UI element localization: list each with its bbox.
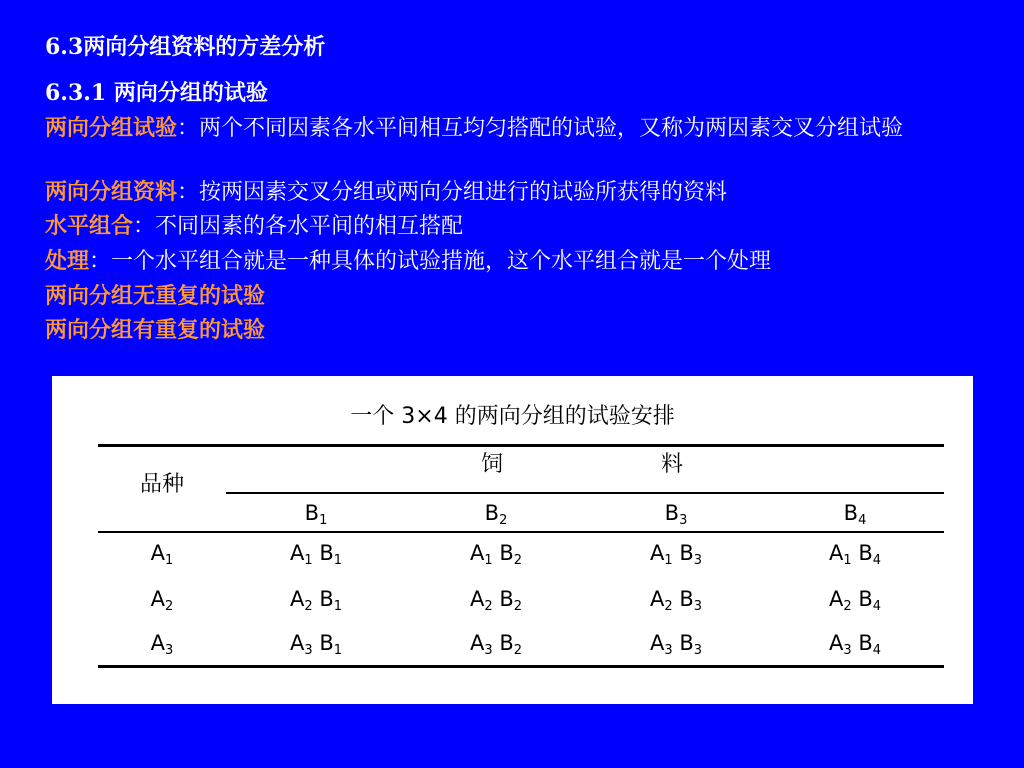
- cell-b-sub: 3: [693, 599, 703, 614]
- term-label: 处理: [45, 248, 90, 274]
- table-cell: [226, 586, 406, 620]
- col-label-b2: [406, 500, 586, 534]
- cell-b: B: [858, 587, 873, 611]
- cell-a-sub: 1: [843, 553, 852, 568]
- definition-two-way-data: [45, 176, 1005, 209]
- col-label-sub: 1: [319, 513, 328, 528]
- col-label-sub: 3: [679, 513, 688, 528]
- term-separator: ：: [177, 116, 200, 141]
- cell-a-sub: 1: [304, 553, 313, 568]
- cell-b-sub: 2: [513, 643, 523, 658]
- table-cell: [406, 630, 586, 664]
- table-cell: [586, 540, 766, 574]
- cell-a: A: [828, 587, 844, 611]
- design-table-image: [52, 376, 973, 704]
- cell-b: B: [858, 631, 873, 655]
- item-without-replication: 两向分组无重复的试验: [45, 283, 266, 309]
- row-label-base: A: [150, 631, 166, 655]
- definition-text: 两个不同因素各水平间相互均匀搭配的试验，又称为两因素交叉分组试验: [199, 116, 904, 141]
- cell-a: A: [469, 631, 485, 655]
- col-label-base: B: [304, 501, 320, 525]
- cell-b-sub: 4: [872, 553, 882, 568]
- cell-a-sub: 3: [484, 643, 493, 658]
- cell-a: A: [289, 631, 305, 655]
- cell-a: A: [289, 587, 305, 611]
- col-label-b1: [226, 500, 406, 534]
- term-separator: ：: [133, 214, 156, 239]
- table-cell: [226, 630, 406, 664]
- col-group-header-feed-2: 料: [660, 452, 683, 477]
- table-cell: [406, 586, 586, 620]
- cell-b: B: [499, 541, 514, 565]
- row-label-sub: 1: [165, 553, 174, 568]
- definition-level-combination: [45, 210, 1005, 243]
- cell-a-sub: 2: [304, 599, 313, 614]
- table-caption: 一个 3×4 的两向分组的试验安排: [350, 404, 675, 429]
- cell-a: A: [649, 541, 665, 565]
- row-label-a1: [98, 540, 226, 574]
- table-cell: [586, 630, 766, 664]
- term-label: 两向分组试验: [45, 115, 178, 141]
- term-separator: ：: [177, 180, 200, 205]
- col-label-sub: 4: [858, 513, 867, 528]
- cell-b-sub: 1: [333, 553, 343, 568]
- cell-b-sub: 4: [872, 643, 882, 658]
- cell-b-sub: 1: [333, 643, 343, 658]
- col-label-base: B: [843, 501, 859, 525]
- definition-text: 一个水平组合就是一种具体的试验措施，这个水平组合就是一个处理: [111, 249, 772, 274]
- row-header-variety: 品种: [139, 472, 184, 497]
- table-cell: [586, 586, 766, 620]
- col-label-sub: 2: [499, 513, 508, 528]
- cell-b: B: [679, 541, 694, 565]
- definition-treatment: [45, 245, 1005, 278]
- table-mid-rule: [226, 492, 944, 494]
- definition-text: 不同因素的各水平间的相互搭配: [155, 214, 464, 239]
- table-cell: [766, 586, 944, 620]
- cell-a-sub: 3: [664, 643, 673, 658]
- cell-b: B: [499, 631, 514, 655]
- cell-b-sub: 4: [872, 599, 882, 614]
- col-label-b4: [766, 500, 944, 534]
- col-label-b3: [586, 500, 766, 534]
- cell-a: A: [649, 587, 665, 611]
- cell-a-sub: 1: [484, 553, 493, 568]
- cell-a: A: [828, 631, 844, 655]
- row-label-sub: 3: [165, 643, 174, 658]
- cell-b: B: [319, 587, 334, 611]
- cell-b-sub: 2: [513, 553, 523, 568]
- col-label-base: B: [664, 501, 680, 525]
- cell-a-sub: 2: [843, 599, 852, 614]
- cell-a: A: [289, 541, 305, 565]
- definition-text: 按两因素交叉分组或两向分组进行的试验所获得的资料: [199, 180, 728, 205]
- cell-b: B: [319, 631, 334, 655]
- table-cell: [766, 540, 944, 574]
- cell-a: A: [469, 587, 485, 611]
- slide-title: 6.3两向分组资料的方差分析: [45, 34, 326, 60]
- cell-a: A: [649, 631, 665, 655]
- cell-b: B: [499, 587, 514, 611]
- cell-a-sub: 2: [664, 599, 673, 614]
- cell-b-sub: 3: [693, 643, 703, 658]
- cell-a-sub: 1: [664, 553, 673, 568]
- row-label-a3: [98, 630, 226, 664]
- cell-b-sub: 2: [513, 599, 523, 614]
- col-group-header-feed-1: 饲: [480, 452, 503, 477]
- table-bottom-rule: [98, 665, 944, 668]
- row-label-base: A: [150, 587, 166, 611]
- cell-b-sub: 3: [693, 553, 703, 568]
- row-label-sub: 2: [165, 599, 174, 614]
- term-label: 水平组合: [45, 213, 134, 239]
- term-label: 两向分组资料: [45, 179, 178, 205]
- cell-a: A: [469, 541, 485, 565]
- item-with-replication: 两向分组有重复的试验: [45, 317, 266, 343]
- cell-b: B: [858, 541, 873, 565]
- cell-b-sub: 1: [333, 599, 343, 614]
- row-label-base: A: [150, 541, 166, 565]
- cell-b: B: [679, 631, 694, 655]
- cell-a-sub: 2: [484, 599, 493, 614]
- table-cell: [406, 540, 586, 574]
- table-cell: [766, 630, 944, 664]
- cell-a: A: [828, 541, 844, 565]
- definition-two-way-experiment: [45, 112, 1005, 145]
- cell-a-sub: 3: [843, 643, 852, 658]
- row-label-a2: [98, 586, 226, 620]
- cell-b: B: [319, 541, 334, 565]
- table-cell: [226, 540, 406, 574]
- section-subtitle: 6.3.1 两向分组的试验: [45, 80, 268, 106]
- cell-b: B: [679, 587, 694, 611]
- col-label-base: B: [484, 501, 500, 525]
- term-separator: ：: [89, 249, 112, 274]
- table-top-rule: [98, 444, 944, 447]
- cell-a-sub: 3: [304, 643, 313, 658]
